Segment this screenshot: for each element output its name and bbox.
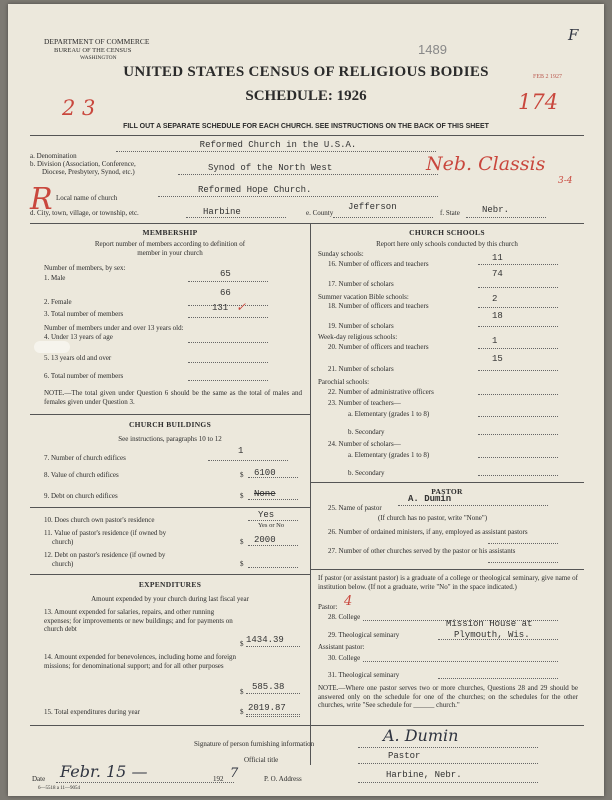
buildings-sub: See instructions, paragraphs 10 to 12 xyxy=(118,435,222,443)
under-13-label: 4. Under 13 years of age xyxy=(44,333,113,341)
male-value: 65 xyxy=(220,269,231,279)
year-suffix: 7 xyxy=(230,766,239,781)
p27-label: 27. Number of other churches served by the pastor or his assistants xyxy=(328,547,516,555)
signature-label: Signature of person furnishing information xyxy=(194,740,315,748)
s18-value: 2 xyxy=(492,294,498,304)
expense-14-label: 14. Amount expended for benevolences, including home and foreign missions; for denominational support; and for all other purposes xyxy=(44,653,237,670)
female-label: 2. Female xyxy=(44,298,72,306)
date-label: Date xyxy=(32,775,46,783)
s17-label: 17. Number of scholars xyxy=(328,280,394,288)
expense-13-value: 1434.39 xyxy=(246,635,284,645)
handwritten-r: R xyxy=(30,182,53,217)
s17-value: 74 xyxy=(492,269,503,279)
state-value: Nebr. xyxy=(482,205,510,215)
expense-15-value: 2019.87 xyxy=(248,703,286,713)
county-value: Jefferson xyxy=(348,202,397,212)
residence-value-label: 11. Value of pastor's residence (if owned by xyxy=(44,529,167,537)
under-over-label: Number of members under and over 13 years old: xyxy=(44,324,184,332)
s24b-label: b. Secondary xyxy=(348,469,385,477)
over-13-label: 5. 13 years old and over xyxy=(44,354,112,362)
value-label: 8. Value of church edifices xyxy=(44,471,119,479)
membership-sub2: member in your church xyxy=(137,249,203,257)
pastor-name: A. Dumin xyxy=(408,494,452,504)
dollar-sign: $ xyxy=(240,688,244,696)
membership-sub1: Report number of members according to definition of xyxy=(94,240,246,248)
s24-label: 24. Number of scholars— xyxy=(328,440,401,448)
expense-13-label: 13. Amount expended for salaries, repairs, and other running expenses; for improvements or new buildings; and for payments on church debt xyxy=(44,608,233,633)
p29-label: 29. Theological seminary xyxy=(328,631,400,639)
total-label: 3. Total number of members xyxy=(44,310,124,318)
parsonage-label: 10. Does church own pastor's residence xyxy=(44,516,155,524)
bureau: BUREAU OF THE CENSUS xyxy=(54,47,132,54)
s23a-label: a. Elementary (grades 1 to 8) xyxy=(348,410,430,418)
dollar-sign: $ xyxy=(240,640,244,648)
census-schedule-page xyxy=(8,4,604,796)
city: WASHINGTON xyxy=(80,55,117,61)
p30-label: 30. College xyxy=(328,654,361,662)
s21-value: 15 xyxy=(492,354,503,364)
total-checkmark: ✓ xyxy=(236,300,247,314)
value-value: 6100 xyxy=(254,468,276,478)
p25-label: 25. Name of pastor xyxy=(328,504,382,512)
members-by-sex: Number of members, by sex: xyxy=(44,264,126,272)
s16-value: 11 xyxy=(492,253,503,263)
assistant-label: Assistant pastor: xyxy=(318,643,365,651)
po-address-value: Harbine, Nebr. xyxy=(386,770,462,780)
correction-blot xyxy=(34,341,70,353)
year-prefix: 192 xyxy=(213,775,224,783)
s23-label: 23. Number of teachers— xyxy=(328,399,401,407)
p26-label: 26. Number of ordained ministers, if any, employed as assistant pastors xyxy=(328,528,528,536)
dollar-sign: $ xyxy=(240,471,244,479)
expenditures-sub: Amount expended by your church during last fiscal year xyxy=(91,595,249,603)
seminary-line1: Mission House at xyxy=(446,619,533,629)
schools-heading: CHURCH SCHOOLS xyxy=(409,228,485,237)
date-value: Febr. 15 — xyxy=(60,762,148,781)
handwritten-right-number: 174 xyxy=(518,90,559,114)
membership-note: NOTE.—The total given under Question 6 should be the same as the total of males and females given under Question 3. xyxy=(44,389,302,406)
handwritten-pastor-mark: 4 xyxy=(344,594,353,609)
denomination-label: a. Denomination xyxy=(30,152,77,160)
p25-note: (If church has no pastor, write "None") xyxy=(378,514,488,522)
schools-sub: Report here only schools conducted by this church xyxy=(376,240,518,248)
signature: A. Dumin xyxy=(383,726,459,745)
summer-label: Summer vacation Bible schools: xyxy=(318,293,409,301)
denomination-value: Reformed Church in the U.S.A. xyxy=(199,140,357,150)
po-address-label: P. O. Address xyxy=(264,775,302,783)
s19-value: 18 xyxy=(492,311,503,321)
handwritten-fraction: 3-4 xyxy=(558,176,573,186)
expense-14-value: 585.38 xyxy=(252,682,285,692)
form-number: 6—5518 a 11—9054 xyxy=(38,786,81,791)
state-label: f. State xyxy=(440,209,460,217)
s24a-label: a. Elementary (grades 1 to 8) xyxy=(348,451,430,459)
page-title: UNITED STATES CENSUS OF RELIGIOUS BODIES xyxy=(123,64,489,80)
schedule-title: SCHEDULE: 1926 xyxy=(245,88,367,104)
city-label: d. City, town, village, or township, etc. xyxy=(30,209,139,217)
residence-debt-label: 12. Debt on pastor's residence (if owned by xyxy=(44,551,166,559)
s21-label: 21. Number of scholars xyxy=(328,365,394,373)
pastor-heading: PASTOR xyxy=(431,487,463,496)
s16-label: 16. Number of officers and teachers xyxy=(328,260,429,268)
parochial-label: Parochial schools: xyxy=(318,378,370,386)
p28-label: 28. College xyxy=(328,613,361,621)
weekday-label: Week-day religious schools: xyxy=(318,333,398,341)
parsonage-value: Yes xyxy=(258,510,275,520)
membership-heading: MEMBERSHIP xyxy=(142,228,198,237)
expenditures-heading: EXPENDITURES xyxy=(138,580,202,589)
graduate-instruction: If pastor (or assistant pastor) is a graduate of a college or theological seminary, give name of institution below. (If not a graduate, write "No" in the space indicated.) xyxy=(318,574,578,591)
male-label: 1. Male xyxy=(44,274,66,282)
residence-value: 2000 xyxy=(254,535,276,545)
total-members-label: 6. Total number of members xyxy=(44,372,124,380)
debt-value: None xyxy=(254,489,276,499)
dollar-sign: $ xyxy=(240,560,244,568)
dollar-sign: $ xyxy=(240,708,244,716)
pastor-note: NOTE.—Where one pastor serves two or more churches, Questions 28 and 29 should be answered only on the schedule for one of the churches; on the schedules for the other churches, write "See schedule for ______ church." xyxy=(318,684,578,709)
division-value: Synod of the North West xyxy=(208,163,333,173)
official-title-label: Official title xyxy=(244,756,279,764)
city-value: Harbine xyxy=(203,207,241,217)
residence-debt-label-2: church) xyxy=(52,560,74,568)
department: DEPARTMENT OF COMMERCE xyxy=(44,37,150,46)
pastor-sublabel: Pastor: xyxy=(318,603,338,611)
p31-label: 31. Theological seminary xyxy=(328,671,400,679)
sunday-label: Sunday schools: xyxy=(318,250,364,258)
total-value: 131 xyxy=(212,303,229,313)
county-label: e. County xyxy=(306,209,334,217)
handwritten-classis: Neb. Classis xyxy=(426,153,546,175)
division-label-2: Diocese, Presbytery, Synod, etc.) xyxy=(42,168,135,176)
s20-value: 1 xyxy=(492,336,498,346)
corner-mark: F xyxy=(568,26,579,44)
s18-label: 18. Number of officers and teachers xyxy=(328,302,429,310)
edifices-value: 1 xyxy=(238,446,244,456)
official-title-value: Pastor xyxy=(388,751,421,761)
yes-or-no: Yes or No xyxy=(258,522,285,529)
received-stamp: FEB 2 1927 xyxy=(533,74,563,80)
s22-label: 22. Number of administrative officers xyxy=(328,388,434,396)
seminary-line2: Plymouth, Wis. xyxy=(454,630,530,640)
residence-value-label-2: church) xyxy=(52,538,74,546)
female-value: 66 xyxy=(220,288,231,298)
expense-15-label: 15. Total expenditures during year xyxy=(44,708,140,716)
dollar-sign: $ xyxy=(240,492,244,500)
s23b-label: b. Secondary xyxy=(348,428,385,436)
stamp-number: 1489 xyxy=(418,42,447,57)
handwritten-left-number: 2 3 xyxy=(62,96,96,120)
church-name-label: Local name of church xyxy=(56,194,118,202)
dollar-sign: $ xyxy=(240,538,244,546)
debt-label: 9. Debt on church edifices xyxy=(44,492,118,500)
buildings-heading: CHURCH BUILDINGS xyxy=(128,420,212,429)
church-name-value: Reformed Hope Church. xyxy=(198,185,312,195)
instructions: FILL OUT A SEPARATE SCHEDULE FOR EACH CHURCH. SEE INSTRUCTIONS ON THE BACK OF THIS SHEET xyxy=(123,123,489,130)
division-label: b. Division (Association, Conference, xyxy=(30,160,136,168)
s19-label: 19. Number of scholars xyxy=(328,322,394,330)
edifices-label: 7. Number of church edifices xyxy=(44,454,126,462)
s20-label: 20. Number of officers and teachers xyxy=(328,343,429,351)
